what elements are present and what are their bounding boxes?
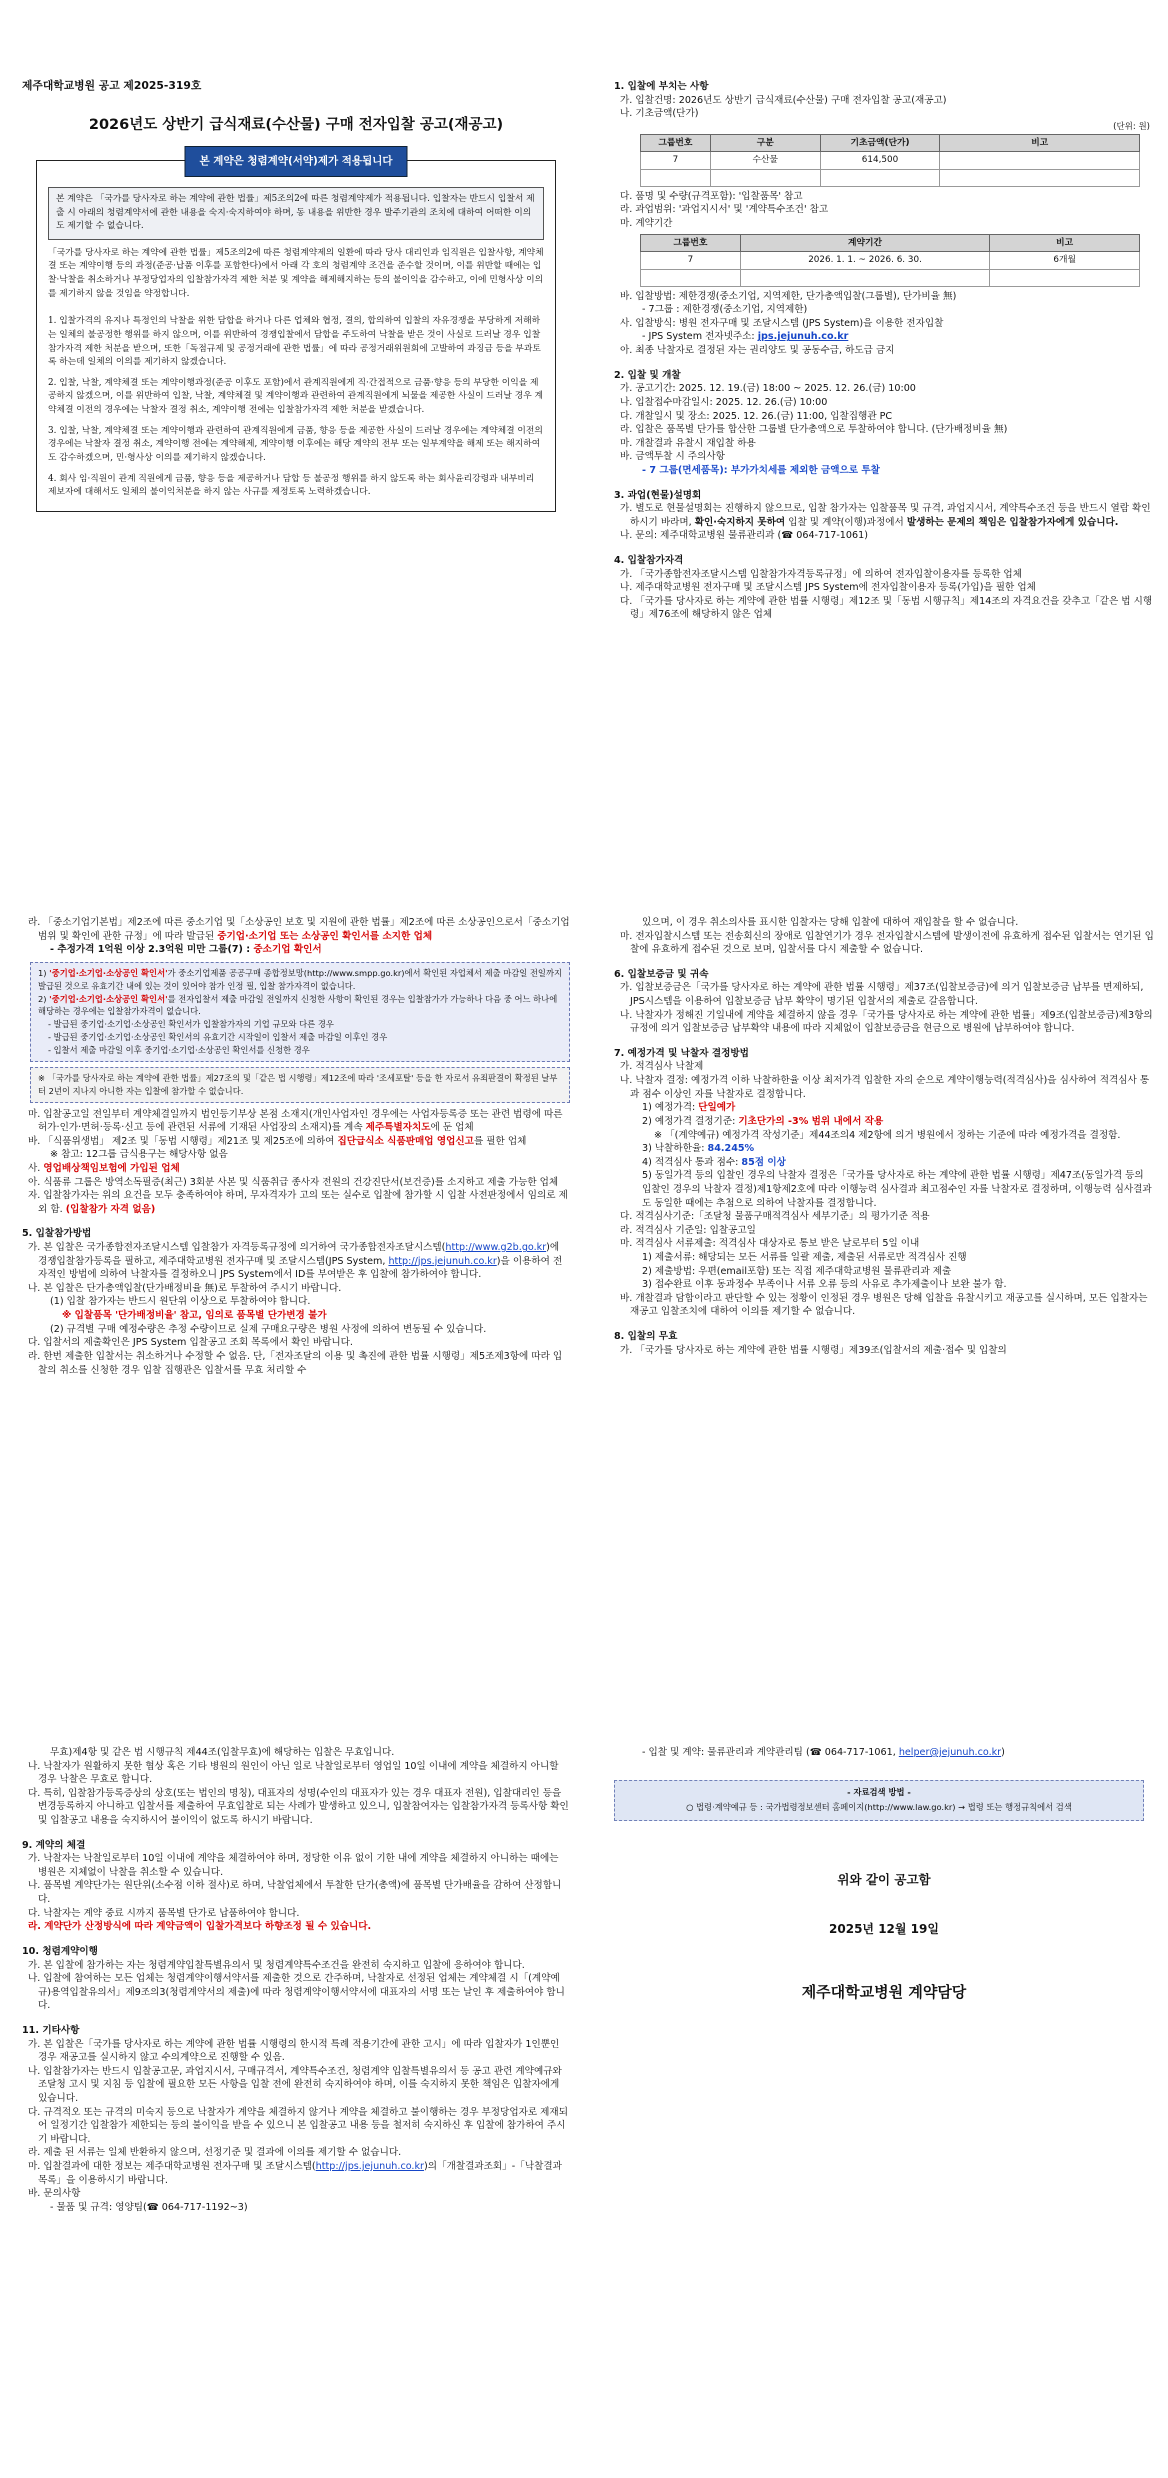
table-header: 그룹번호 <box>641 134 711 151</box>
item-text: 나. 입찰에 참여하는 모든 업체는 청렴계약이행서약서를 제출한 것으로 간주하며, 낙찰자로 선정된 업체는 계약체결 시「(계약예규)용역입찰유의서」제9조의3(청렴계약서의 제출)에 따라 청렴계약이행서약서에 대표자의 서명 또는 날인 후 제출하여야 합니다. <box>28 1973 565 2012</box>
item-text <box>22 1108 570 1135</box>
item-subtext: - 물품 및 규격: 영양팀(☎ 064-717-1192~3) <box>50 2201 248 2213</box>
emphasis-text: 확인·숙지하지 못하여 <box>694 516 786 528</box>
red-emphasis: '중기업·소기업·소상공인 확인서' <box>49 993 168 1004</box>
reference-body: ○ 법령·계약예규 등 : 국가법령정보센터 홈페이지(http://www.law.go.kr) → 법령 또는 행정규칙에서 검색 <box>686 1802 1072 1813</box>
jps-link[interactable]: http://jps.jejunuh.co.kr <box>315 2161 424 2173</box>
note-text: 가 중소기업제품 공공구매 종합정보망(http://www.smpp.go.kr)에서 확인된 자업체서 제출 마감일 전일까지 발급된 것으로 유효기간 내에 있는 것이 있어야 참가 인정 필, 입찰 참가자격이 없습니다. <box>38 967 562 991</box>
item-text: 라. 한번 제출한 입찰서는 취소하거나 수정할 수 없음. 단,「전자조달의 이용 및 촉진에 관한 법률 시행령」제5조제3항에 따라 입찰의 취소를 신청한 경우 입찰 집행관은 입찰서를 무효 처리할 수 <box>28 1350 563 1376</box>
item-text: 나. 낙찰자 결정: 예정가격 이하 낙찰하한율 이상 최저가격 입찰한 자의 순으로 계약이행능력(적격심사)을 심사하여 적격심사 통과 점수 이상인 자를 낙찰자로 결정합니다. <box>620 1075 1150 1100</box>
jps-link[interactable]: http://jps.jejunuh.co.kr <box>388 1255 497 1267</box>
table-cell: 2026. 1. 1. ~ 2026. 6. 30. <box>740 252 990 269</box>
table-header-row <box>641 134 1140 151</box>
item-text: 아. 최종 낙찰자로 결정된 자는 권리양도 및 공동수급, 하도급 금지 <box>620 345 895 357</box>
jps-link[interactable]: jps.jejunuh.co.kr <box>757 331 849 343</box>
table-cell <box>990 269 1140 286</box>
item-text <box>614 502 1154 529</box>
base-price-table <box>640 134 1140 187</box>
item-text: 4) 적격심사 통과 점수: <box>642 1156 742 1168</box>
section-5-title: 5. 입찰참가방법 <box>22 1228 92 1240</box>
table-cell <box>820 169 940 186</box>
page-1 <box>0 0 1168 819</box>
item-subtext: 2) 제출방법: 우편(email포함) 또는 직접 제주대학교병원 물류관리과 제출 <box>642 1265 952 1277</box>
item-text: 다. 입찰서의 제출확인은 JPS System 입찰공고 조회 목록에서 확인 바랍니다. <box>28 1337 353 1349</box>
bid-caution-highlight: - 7 그룹(면세품목): 부가가치세를 제외한 금액으로 투찰 <box>642 464 880 476</box>
item-text: 다. 개찰일시 및 장소: 2025. 12. 26.(금) 11:00, 입찰집행관 PC <box>620 410 893 422</box>
table-cell <box>641 269 741 286</box>
integrity-clause-1: 1. 입찰가격의 유지나 특정인의 낙찰을 위한 담합을 하거나 다른 업체와 협정, 결의, 합의하여 입찰의 자유경쟁을 부당하게 저해하는 일체의 불공정한 행위를 하지 않으며, 이를 위반하여 경쟁입찰에서 담합을 주도하여 낙찰을 받은 것이 사실로 드러날 경우 입찰참가자격 제한 처분을 받으며, 또한「독점규제 및 공정거래에 관한 법률」에 따라 공정거래위원회에 고발하여 과징금 등을 부과토록 하는데 일체의 이의를 제기하지 않겠습니다. <box>48 316 541 368</box>
section-9-title: 9. 계약의 체결 <box>22 1839 86 1851</box>
item-text: 2) 예정가격 결정기준: <box>642 1115 739 1127</box>
item-text <box>22 1241 570 1282</box>
item-text: 가. 낙찰자는 낙찰일로부터 10일 이내에 계약을 체결하여야 하며, 정당한 이유 없이 기한 내에 계약을 체결하지 아니하는 때에는 병원은 지체없이 낙찰을 취소할 수 있습니다. <box>28 1853 559 1878</box>
item-text: 가. 본 입찰은「국가를 당사자로 하는 계약에 관한 법률 시행령의 한시적 특례 적용기간에 관한 고시」에 따라 입찰자가 1인뿐인 경우 재공고를 실시하지 않고 수의계약으로 진행할 수 있음. <box>28 2038 560 2064</box>
item-text: - JPS System 전자넷주소: <box>642 331 758 343</box>
section-7-title: 7. 예정가격 및 낙찰자 결정방법 <box>614 1047 749 1059</box>
red-emphasis: 집단급식소 식품판매업 영업신고 <box>337 1135 474 1147</box>
reference-title: - 자료검색 방법 - <box>847 1786 911 1797</box>
table-row <box>641 269 1140 286</box>
integrity-paragraph: 「국가를 당사자로 하는 계약에 관한 법률」제5조의2에 따른 청렴계약제의 일환에 따라 당사 대리인과 임직원은 입찰사항, 계약체결 또는 계약이행 등의 과정(준공·납품 이후를 포함한다)에서 아래 각 호의 청렴계약 조건을 준수할 것이며, 이를 위반할 때에는 입찰·낙찰을 취소하거나 부정당업자의 입찰참가자격 제한 처분 및 계약을 해제해지하는 등의 불이익을 감수하고, 이에 민형사상 이의를 제기하지 않을 것임을 약정합니다. <box>48 247 544 299</box>
item-text: 라. 입찰은 품목별 단가를 합산한 그룹별 단가총액으로 투찰하여야 합니다. (단가배정비율 無) <box>620 424 1008 436</box>
item-text: 무효)제4항 및 같은 법 시행규칙 제44조(입찰무효)에 해당하는 입찰은 무효입니다. <box>50 1747 395 1758</box>
item-text: 가. 「국가를 당사자로 하는 계약에 관한 법률 시행령」제39조(입찰서의 제출·접수 및 입찰의 <box>620 1344 1007 1356</box>
table-cell: 7 <box>641 252 741 269</box>
table-cell <box>710 169 820 186</box>
table-cell <box>641 169 711 186</box>
note-line <box>38 993 562 1019</box>
closing-statement: 위와 같이 공고함 <box>837 1872 931 1888</box>
page-2-right-column <box>614 916 1154 1357</box>
red-emphasis: 영업배상책임보험에 가입된 업체 <box>43 1163 180 1174</box>
tax-evasion-note-box <box>30 1067 570 1103</box>
table-header: 비고 <box>940 134 1140 151</box>
item-text: 있으며, 이 경우 취소의사를 표시한 입찰자는 당해 입찰에 대하여 재입찰을 할 수 없습니다. <box>642 917 1019 928</box>
table-cell: 614,500 <box>820 152 940 169</box>
certificate-note-box <box>30 962 570 1062</box>
red-emphasis: 제주특별자치도 <box>365 1122 431 1134</box>
section-3-title: 3. 과업(현물)설명회 <box>614 489 702 501</box>
page-3-right-column <box>614 1746 1154 2003</box>
item-text: 라. 「중소기업기본법」제2조에 따른 중소기업 및「소상공인 보호 및 지원에 관한 법률」제2조에 따른 소상공인으로서「중소기업 범위 및 확인에 관한 규정」에 따라 발급된 <box>28 917 570 942</box>
item-text <box>22 916 570 943</box>
integrity-contract-box <box>36 154 556 512</box>
item-text: 바. 「식품위생법」 제2조 및「동법 시행령」제21조 및 제25조에 의하여 <box>28 1135 338 1147</box>
item-text <box>22 1135 570 1149</box>
item-subtext: (1) 입찰 참가자는 반드시 원단위 이상으로 투찰하여야 합니다. <box>50 1296 311 1308</box>
item-text: 라. 과업범위: '과업지시서' 및 '계약특수조건' 참고 <box>620 204 829 216</box>
item-text: 사. <box>28 1163 44 1174</box>
item-text <box>22 1189 570 1216</box>
unit-label: (단위: 원) <box>1113 121 1150 132</box>
table-row <box>641 169 1140 186</box>
table-cell <box>740 269 990 286</box>
integrity-box-heading: 본 계약은 청렴계약(서약)제가 적용됩니다 <box>185 146 408 177</box>
item-text: 가. 입찰건명: 2026년도 상반기 급식재료(수산물) 구매 전자입찰 공고(재공고) <box>620 94 947 106</box>
notice-number: 제주대학교병원 공고 제2025-319호 <box>22 79 202 92</box>
page-1-right-column <box>614 0 1154 622</box>
item-text: )을 이용하여 전자적인 방법에 의하여 낙찰자를 결정하오니 JPS System에서 ID를 부여받은 후 입찰에 참가하여야 합니다. <box>38 1255 563 1281</box>
helper-email-link[interactable]: helper@jejunuh.co.kr <box>898 1747 1002 1758</box>
item-text: 다. 품명 및 수량(규격포함): '입찰품목' 참고 <box>620 190 803 202</box>
contract-period-table <box>640 234 1140 287</box>
item-text: 아. 식품류 그룹은 방역소독필증(최근) 3회분 사본 및 식품취급 종사자 전원의 건강진단서(보건증)를 소지하고 제출 가능한 업체 <box>28 1176 559 1188</box>
red-emphasis: 중기업·소기업 또는 소상공인 확인서를 소지한 업체 <box>217 930 433 942</box>
table-header: 비고 <box>990 234 1140 251</box>
item-text: 에 둔 업체 <box>430 1122 474 1134</box>
red-emphasis: 기초단가의 -3% 범위 내에서 작용 <box>738 1115 884 1127</box>
section-1-title: 1. 입찰에 부치는 사항 <box>614 81 709 92</box>
item-text: 가. 입찰보증금은「국가를 당사자로 하는 계약에 관한 법률 시행령」제37조(입찰보증금)에 의거 입찰보증금 납부를 면제하되, JPS시스템을 이용하여 입찰보증금 납부 확약이 명기된 입찰서의 제출로 갈음합니다. <box>620 982 1144 1008</box>
item-text: 자. 입찰참가자는 위의 요건을 모두 충족하여야 하며, 무자격자가 고의 또는 실수로 입찰에 참가할 시 입찰 사전판정에서 임의로 제외 함. <box>28 1190 568 1215</box>
notice-title: 2026년도 상반기 급식재료(수산물) 구매 전자입찰 공고(재공고) <box>88 117 504 134</box>
red-emphasis: 라. 계약단가 산정방식에 따라 계약금액이 입찰가격보다 하향조정 될 수 있습니다. <box>28 1921 372 1933</box>
section-2-title: 2. 입찰 및 개찰 <box>614 369 681 381</box>
blue-emphasis: 84.245% <box>707 1143 755 1155</box>
integrity-box-notice: 본 계약은 「국가를 당사자로 하는 계약에 관한 법률」제5조의2에 따른 청렴계약제가 적용됩니다. 입찰자는 반드시 입찰서 제출 시 아래의 청렴계약서에 관한 내용을 숙지·숙지하여야 하며, 동 내용을 위반한 경우 발주기관의 조치에 대하여 어떠한 이의도 제기할 수 없습니다. <box>48 187 544 240</box>
section-4-title: 4. 입찰참가자격 <box>614 555 684 567</box>
note-line: - 발급된 중기업·소기업·소상공인 확인서가 입찰참가자의 기업 규모와 다른 경우 <box>48 1019 334 1030</box>
item-text: 바. 입찰방법: 제한경쟁(중소기업, 지역제한, 단가총액입찰(그룹별), 단가비율 無) <box>620 290 957 302</box>
item-text: 가. 「국가종합전자조달시스템 입찰참가자격등록규정」에 의하여 전자입찰이용자를 등록한 업체 <box>620 568 1022 580</box>
table-row <box>641 152 1140 169</box>
item-text: 마. 계약기간 <box>620 218 673 230</box>
item-text: 다. 적격심사기준:「조달청 물품구매적격심사 세부기준」의 평가기준 적용 <box>620 1211 930 1223</box>
section-10-title: 10. 청렴계약이행 <box>22 1945 98 1957</box>
item-text: 나. 입찰참가자는 반드시 입찰공고문, 과업지시서, 구매규격서, 계약특수조건, 청렴계약 입찰특별유의서 등 공고 관련 계약예규와 조달청 고시 및 지침 등 입찰에 필요한 모든 사항을 입찰 전에 완전히 숙지하여야 하며, 이를 숙지하지 못한 책임은 입찰자에게 있습니다. <box>28 2065 562 2105</box>
item-text: )의「개찰결과조회」-「낙찰결과목록」을 이용하시기 바랍니다. <box>38 2161 562 2186</box>
item-text: ) <box>1001 1747 1005 1758</box>
item-text: 바. 금액투찰 시 주의사항 <box>620 451 725 463</box>
reference-search-box <box>614 1780 1144 1822</box>
item-subtext <box>614 1156 1154 1170</box>
item-text: 사. 입찰방식: 병원 전자구매 및 조달시스템 (JPS System)을 이용한 전자입찰 <box>620 317 944 329</box>
item-text: 나. 본 입찰은 단가총액입찰(단가배정비율 無)로 투찰하여 주시기 바랍니다. <box>28 1282 342 1294</box>
note-text: 2) <box>38 993 50 1004</box>
item-text: )에 경쟁입찰참가등록을 필하고, 제주대학교병원 전자구매 및 조달시스템(JPS System, <box>38 1242 560 1267</box>
table-cell <box>940 152 1140 169</box>
item-text: 나. 제주대학교병원 전자구매 및 조달시스템 JPS System에 전자입찰이용자 등록(가입)을 필한 업체 <box>620 582 1036 594</box>
item-subtext: 5) 동일가격 등의 입찰인 경우의 낙찰자 결정은「국가를 당사자로 하는 계약에 관한 법률 시행령」제47조(동일가격 등의 입찰인 경우의 낙찰자 결정)제1항제2호에 따라 이행능력 심사결과 최고점수인 자를 낙찰자로 결정하며, 이행능력 심사결과도 동일한 때에는 추첨으로 의하여 낙찰자를 결정합니다. <box>642 1170 1152 1209</box>
item-text: 다. 규격적오 또는 규격의 미숙지 등으로 낙찰자가 계약을 체결하지 않거나 계약을 체결하고 불이행하는 경우 부정당업자로 제재되어 일정기간 입찰참가 제한되는 등의 불이익을 받을 수 있으니 본 입찰공고 내용 등을 철저히 숙지하신 후 입찰에 참가하여 주시기 바랍니다. <box>28 2106 568 2145</box>
table-header: 계약기간 <box>740 234 990 251</box>
integrity-clause-4: 4. 회사 임·직원이 관계 직원에게 금품, 향응 등을 제공하거나 담합 등 불공정 행위를 하지 않도록 하는 회사윤리강령과 내부비리 제보자에 대해서도 일체의 불이익처분을 하지 않는 사규를 제정토록 노력하겠습니다. <box>48 473 535 498</box>
red-emphasis: 중소기업 확인서 <box>253 944 322 956</box>
item-text: 가. 별도로 현물설명회는 진행하지 않으므로, 입찰 참가자는 입찰품목 및 규격, 과업지시서, 계약특수조건 등을 반드시 열람 확인하시기 바라며, <box>620 503 1151 528</box>
page-3-left-column <box>22 1746 570 2215</box>
table-header: 기초금액(단가) <box>820 134 940 151</box>
item-text: 마. 전자입찰시스템 또는 전송회신의 장애로 입찰연기가 경우 전자입찰시스템에 발생이전에 유효하게 접수된 입찰서는 연기된 입찰에 유효하게 접수된 것으로 보며, 입찰서를 다시 제출할 수 없습니다. <box>620 930 1154 956</box>
item-subtext <box>614 1115 1154 1129</box>
table-header-row <box>641 234 1140 251</box>
page-2 <box>0 826 1168 1645</box>
note-line: ※ 「국가를 당사자로 하는 계약에 관한 법률」제27조의 및「같은 법 시행령」제12조에 따라 '조세포탈' 등을 한 자로서 유죄판결이 확정된 날부터 2년이 지나지 아니한 자는 입찰에 참가할 수 없습니다. <box>38 1072 558 1096</box>
page-2-left-column <box>22 916 570 1377</box>
item-subtext: (2) 규격별 구매 예정수량은 추정 수량이므로 실제 구매요구량은 병원 사정에 의하여 변동될 수 있습니다. <box>50 1323 487 1335</box>
page-3 <box>0 1652 1168 2471</box>
item-text <box>22 2160 570 2187</box>
table-cell <box>940 169 1140 186</box>
item-subtext: ※ 참고: 12그룹 급식용구는 해당사항 없음 <box>50 1149 228 1161</box>
item-subtext: - 7그룹 : 제한경쟁(중소기업, 지역제한) <box>642 304 808 316</box>
item-text: 다. 「국가를 당사자로 하는 계약에 관한 법률 시행령」제12조 및「동법 시행규칙」제14조의 자격요건을 갖추고「같은 법 시행령」제76조에 해당하지 않은 업체 <box>620 595 1153 621</box>
item-text: 가. 본 입찰은 국가종합전자조달시스템 입찰참가 자격등록규정에 의거하여 국가종합전자조달시스템( <box>28 1242 446 1254</box>
item-text: 나. 입찰접수마감일시: 2025. 12. 26.(금) 10:00 <box>620 396 828 408</box>
note-line <box>38 967 562 993</box>
item-subtext <box>22 943 570 957</box>
table-cell: 7 <box>641 152 711 169</box>
g2b-link[interactable]: http://www.g2b.go.kr <box>445 1242 547 1254</box>
item-subtext <box>614 330 1154 344</box>
table-cell: 수산물 <box>710 152 820 169</box>
item-text: 라. 제출 된 서류는 일체 반환하지 않으며, 선정기준 및 결과에 이의를 제기할 수 없습니다. <box>28 2147 402 2159</box>
item-text: 나. 낙찰자가 정해진 기일내에 계약을 체결하지 않을 경우「국가를 당사자로 하는 계약에 관한 법률」제9조(입찰보증금)제3항의 규정에 의거 입찰보증금 납부확약 내용에 따라 지체없이 입찰보증금을 현금으로 병원에 납부하여야 합니다. <box>620 1009 1153 1035</box>
table-row <box>641 252 1140 269</box>
item-text: 가. 공고기간: 2025. 12. 19.(금) 18:00 ~ 2025. 12. 26.(금) 10:00 <box>620 383 916 395</box>
section-11-title: 11. 기타사항 <box>22 2024 80 2036</box>
item-subtext: 1) 제출서류: 해당되는 모든 서류를 일괄 제출, 제출된 서류로만 적격심사 진행 <box>642 1252 967 1264</box>
note-text: 를 전자입찰서 제출 마감일 전일까지 신청한 사항이 확인된 경우는 입찰참가가 가능하나 다음 중 어느 하나에 해당하는 경우에는 입찰참가자격이 없습니다. <box>38 993 558 1017</box>
red-emphasis: ※ 입찰품목 '단가배정비율' 참고, 임의로 품목별 단가변경 불가 <box>62 1310 327 1322</box>
item-text: 라. 적격심사 기준일: 입찰공고일 <box>620 1224 756 1236</box>
item-subtext: ※ 「(계약예규) 예정가격 작성기준」제44조의4 제2항에 의거 병원에서 정하는 기준에 따라 예정가격을 결정함. <box>654 1129 1121 1141</box>
item-text: 나. 낙찰자가 원활하지 못한 협상 혹은 기타 병원의 원인이 아닌 일로 낙찰일로부터 영업일 10일 이내에 계약을 체결하지 아니할 경우 낙찰은 무효로 합니다. <box>28 1760 559 1786</box>
item-text: 마. 개찰결과 유찰시 재입찰 하용 <box>620 437 756 449</box>
note-text: 1) <box>38 967 50 978</box>
item-text: 바. 개찰결과 담합이라고 판단할 수 있는 정황이 인정된 경우 병원은 당해 입찰을 유찰시키고 재공고를 실시하며, 모든 입찰자는 재공고 입찰조치에 대하여 이의를 제기할 수 없습니다. <box>620 1292 1148 1318</box>
item-text: 가. 본 입찰에 참가하는 자는 청렴계약입찰특별유의서 및 청렴계약특수조건을 완전히 숙지하고 입찰에 응하여야 합니다. <box>28 1959 525 1971</box>
item-text: 바. 문의사항 <box>28 2188 81 2200</box>
closing-date: 2025년 12월 19일 <box>829 1921 939 1936</box>
red-emphasis: 단일예가 <box>698 1102 736 1114</box>
item-subtext: 3) 접수완료 이후 동과정수 부족이나 서류 오류 등의 사유로 추가제출이나 보완 불가 함. <box>642 1279 1007 1291</box>
item-subtext <box>614 1142 1154 1156</box>
integrity-clause-3: 3. 입찰, 낙찰, 계약체결 또는 계약이행과 관련하여 관계직원에게 금품, 향응 등을 제공한 사실이 드러날 경우에는 계약체결 이전의 경우에는 낙찰자 결정 취소, 계약이행 전에는 계약해제, 계약이행 이후에는 해당 계약의 전부 또는 일부계약을 해제 또는 해지하여도 감수하겠으며, 민·형사상 이의를 제기하지 않겠습니다. <box>48 425 543 463</box>
emphasis-text: 발생하는 문제의 책임은 입찰참가자에게 있습니다. <box>906 516 1119 528</box>
item-text: - 입찰 및 계약: 물류관리과 계약관리팀 (☎ 064-717-1061, <box>642 1747 899 1758</box>
note-line: - 발급된 중기업·소기업·소상공인 확인서의 유효기간 시작일이 입찰서 제출 마감일 이후인 경우 <box>48 1032 388 1043</box>
table-header: 그룹번호 <box>641 234 741 251</box>
item-text <box>22 1162 570 1176</box>
red-emphasis: (입찰참가 자격 없음) <box>65 1203 156 1215</box>
contract-contact <box>614 1746 1154 1760</box>
issuer-name: 제주대학교병원 계약담당 <box>801 1982 967 2001</box>
item-text: 다. 낙찰자는 계약 중료 시까지 품목별 단가로 납품하여야 합니다. <box>28 1907 300 1919</box>
integrity-clause-2: 2. 입찰, 낙찰, 계약체결 또는 계약이행과정(준공 이후도 포함)에서 관계직원에게 직·간접적으로 금품·향응 등의 부당한 이익을 제공하지 않겠으며, 이를 위반하여 입찰, 낙찰, 계약체결 및 계약이행과 관련하여 관계직원에게 뇌물을 제공한 사실이 드러날 경우 계약체결 이전의 경우에는 낙찰자 결정 취소, 계약이행 전에는 입찰참가자격 제한 처분을 받겠습니다. <box>48 377 544 416</box>
item-text: 마. 입찰결과에 대한 정보는 제주대학교병원 전자구매 및 조달시스템( <box>28 2161 316 2173</box>
item-text: 나. 기초금액(단가) <box>620 108 699 120</box>
table-cell: 6개월 <box>990 252 1140 269</box>
item-text: 3) 낙찰하한율: <box>642 1143 708 1155</box>
item-text: 를 필한 업체 <box>473 1135 527 1147</box>
item-subtext <box>614 1101 1154 1115</box>
item-text: 나. 문의: 제주대학교병원 물류관리과 (☎ 064-717-1061) <box>620 530 868 542</box>
red-emphasis: '중기업·소기업·소상공인 확인서' <box>49 967 168 978</box>
item-text: 나. 품목별 계약단가는 원단위(소수점 이하 절사)로 하며, 낙찰업체에서 투찰한 단가(총액)에 품목별 단가배율을 감하여 산정합니다. <box>28 1880 562 1906</box>
blue-emphasis: 85점 이상 <box>741 1156 786 1168</box>
item-text: - 추정가격 1억원 이상 2.3억원 미만 그룹(7) : <box>50 944 254 956</box>
item-text: 마. 입찰공고일 전일부터 계약체결일까지 법인등기부상 본점 소재지(개인사업자인 경우에는 사업자등록증 또는 관련 법령에 따른 허가·인가·면허·등록·신고 등에 관련된 서류에 기재된 사업장의 소재지)를 계속 <box>28 1108 563 1134</box>
item-text: 가. 적격심사 낙찰제 <box>620 1061 704 1073</box>
table-header: 구분 <box>710 134 820 151</box>
item-text: 1) 예정가격: <box>642 1102 699 1114</box>
section-8-title: 8. 입찰의 무효 <box>614 1331 678 1343</box>
item-text: 입찰 및 계약(이행)과정에서 <box>785 516 907 528</box>
item-text: 마. 적격심사 서류제출: 적격심사 대상자로 통보 받은 날로부터 5일 이내 <box>620 1238 920 1250</box>
section-6-title: 6. 입찰보증금 및 귀속 <box>614 968 709 980</box>
item-text: 다. 특히, 입찰참가등록증상의 상호(또는 법인의 명칭), 대표자의 성명(수인의 대표자가 있는 경우 대표자 전원), 입찰대리인 등을 변경등록하지 아니하고 입찰서를 제출하여 무효입찰로 되는 사례가 발생하고 있으니, 입찰참여자는 입찰참가자격 등록사항 확인 및 입찰공고 내용을 숙지하시어 불이익이 없도록 하시기 바랍니다. <box>28 1787 569 1827</box>
page-1-left-column <box>22 0 570 512</box>
note-line: - 입찰서 제출 마감일 이후 중기업·소기업·소상공인 확인서를 신청한 경우 <box>48 1044 310 1055</box>
